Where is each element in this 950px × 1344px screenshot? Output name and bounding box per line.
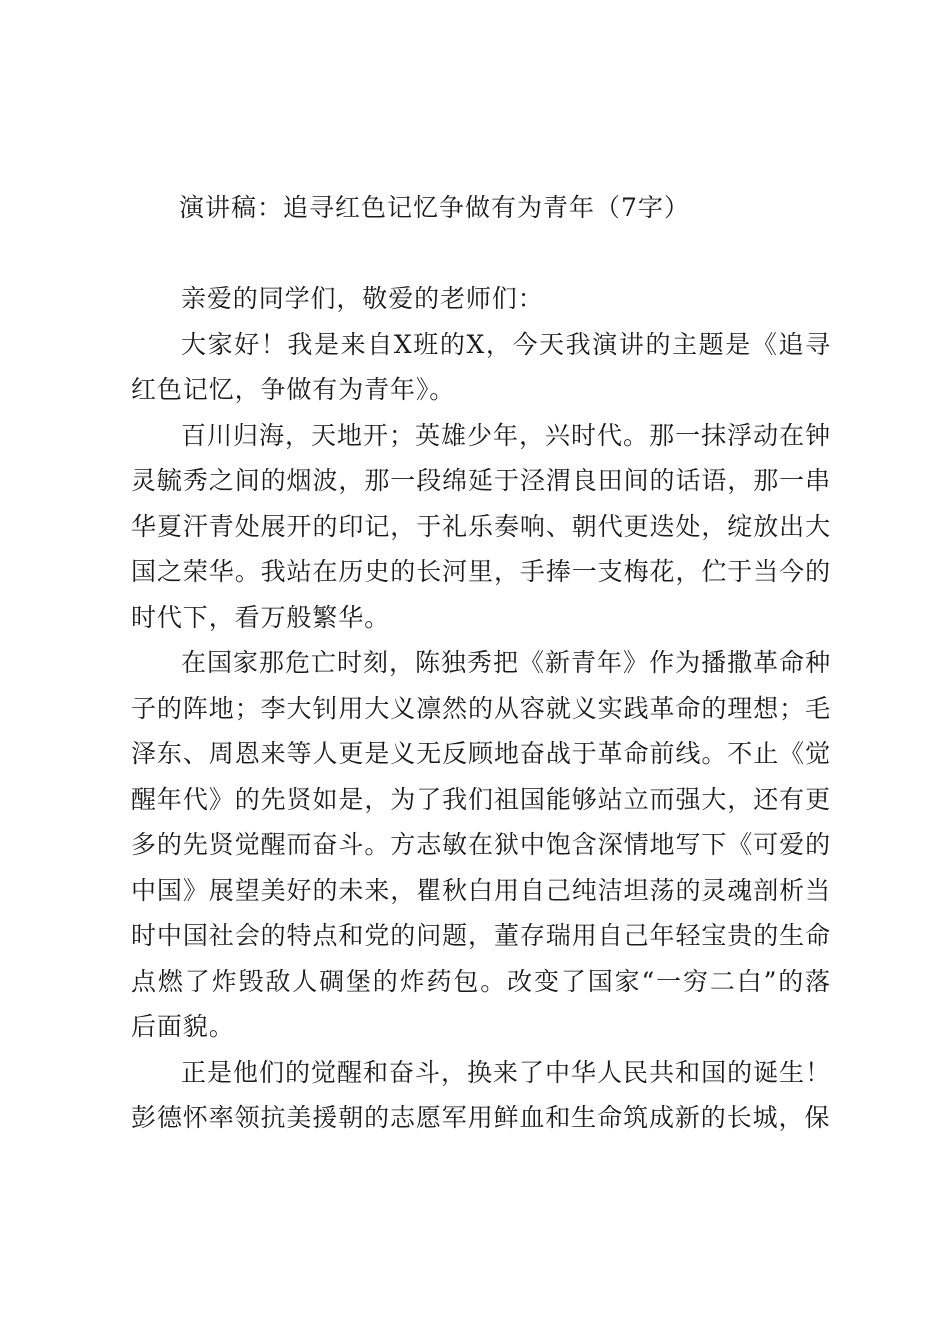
document-body	[131, 276, 831, 1141]
paragraph-salutation: 亲爱的同学们，敬爱的老师们：	[181, 284, 544, 313]
document-title: 演讲稿：追寻红色记忆争做有为青年（7字）	[179, 193, 690, 222]
paragraph-greeting: 大家好！我是来自X班的X，今天我演讲的主题是《追寻红色记忆，争做有为青年》。	[131, 329, 831, 404]
paragraph-revolution: 在国家那危亡时刻，陈独秀把《新青年》作为播撒革命种子的阵地；李大钊用大义凛然的从容就义实践革命的理想；毛泽东、周恩来等人更是义无反顾地奋战于革命前线。不止《觉醒年代》的先贤如是，为了我们祖国能够站立而强大，还有更多的先贤觉醒而奋斗。方志敏在狱中饱含深情地写下《可爱的中国》展望美好的未来，瞿秋白用自己纯洁坦荡的灵魂剖析当时中国社会的特点和党的问题，董存瑞用自己年轻宝贵的生命点燃了炸毁敌人碉堡的炸药包。改变了国家“一穷二白”的落后面貌。	[131, 648, 831, 1041]
paragraph-founding: 正是他们的觉醒和奋斗，换来了中华人民共和国的诞生！彭德怀率领抗美援朝的志愿军用鲜血和生命筑成新的长城，保	[131, 1057, 831, 1132]
paragraph-history: 百川归海，天地开；英雄少年，兴时代。那一抹浮动在钟灵毓秀之间的烟波，那一段绵延于泾渭良田间的话语，那一串华夏汗青处展开的印记，于礼乐奏响、朝代更迭处，绽放出大国之荣华。我站在历史的长河里，手捧一支梅花，伫于当今的时代下，看万般繁华。	[131, 420, 831, 632]
